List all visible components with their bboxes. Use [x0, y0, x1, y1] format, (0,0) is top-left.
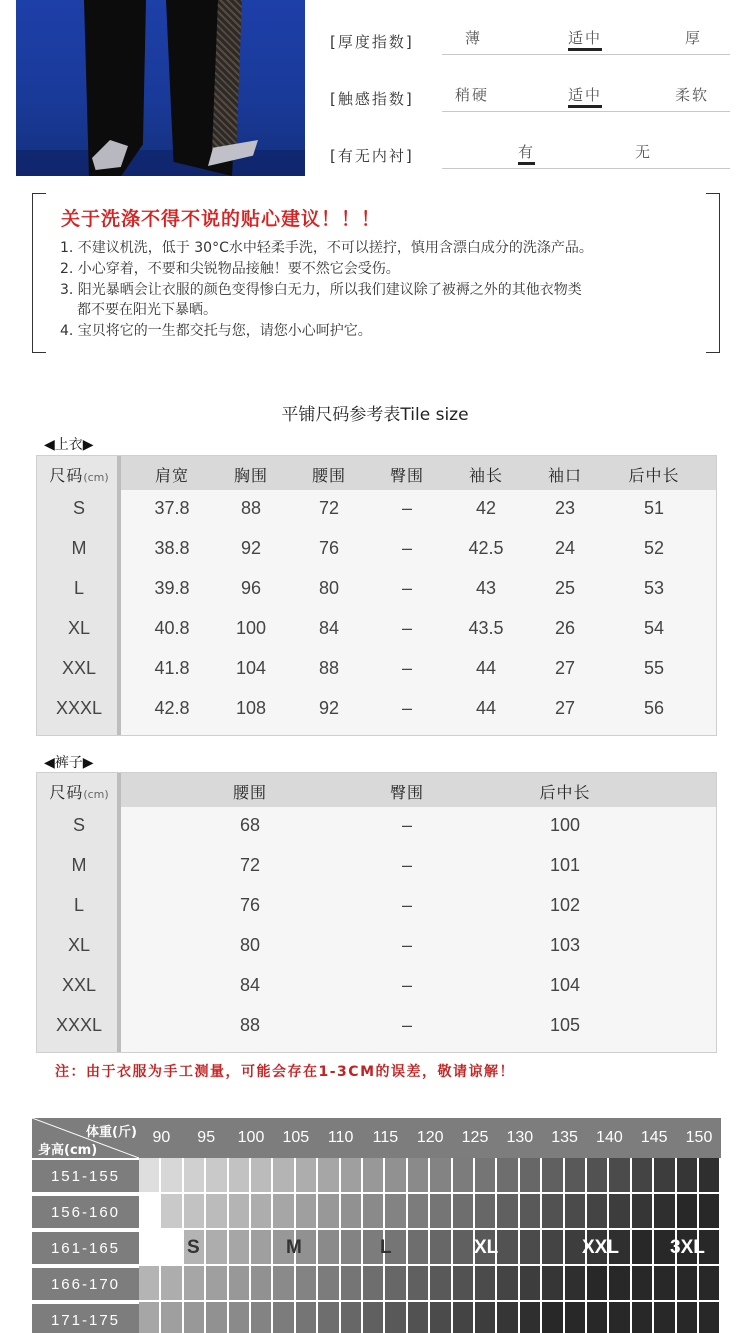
- care-item: 1. 不建议机洗，低于 30°C水中轻柔手洗，不可以搓拧，慎用含漂白成分的洗涤产品。: [60, 240, 593, 256]
- attribute-option: 无: [635, 143, 653, 161]
- grid-cell: [699, 1302, 721, 1333]
- table-cell: 72: [318, 498, 340, 518]
- height-axis-label: 身高(cm): [38, 1143, 98, 1158]
- table-cell: 80: [239, 935, 261, 955]
- grid-cell: [139, 1158, 161, 1194]
- column-header: 臀围: [389, 466, 424, 485]
- grid-cell: [318, 1230, 340, 1266]
- grid-cell: [184, 1302, 206, 1333]
- size-label: M: [71, 538, 87, 558]
- table-cell: –: [401, 498, 412, 518]
- weight-value: 145: [632, 1118, 677, 1158]
- table-cell: 100: [549, 815, 581, 835]
- weight-value: 135: [542, 1118, 587, 1158]
- table-cell: 76: [239, 895, 261, 915]
- table-cell: –: [401, 658, 412, 678]
- grid-cell: [341, 1158, 363, 1194]
- grid-cell: [139, 1230, 161, 1266]
- table-cell: 68: [239, 815, 261, 835]
- size-label: XXL: [61, 658, 97, 678]
- attribute-row: [330, 84, 730, 114]
- grid-cell: [184, 1194, 206, 1230]
- grid-cell: [184, 1266, 206, 1302]
- size-zone-label: L: [380, 1237, 392, 1258]
- grid-cell: [475, 1302, 497, 1333]
- grid-cell: [318, 1194, 340, 1230]
- grid-cell: [453, 1158, 475, 1194]
- size-header: [37, 463, 121, 486]
- grid-cell: [677, 1158, 699, 1194]
- grid-cell: [475, 1158, 497, 1194]
- grid-cell: [139, 1194, 161, 1230]
- column-header: 后中长: [539, 783, 591, 802]
- weight-value: 115: [363, 1118, 408, 1158]
- table-cell: –: [401, 1015, 412, 1035]
- attribute-option-selected: 适中: [568, 27, 602, 51]
- grid-cell: [296, 1194, 318, 1230]
- size-chart-title: 平铺尺码参考表Tile size: [281, 405, 469, 425]
- table-cell: 103: [549, 935, 581, 955]
- top-section-label: ◀上衣▶: [44, 437, 94, 453]
- grid-cell: [453, 1194, 475, 1230]
- grid-cell: [206, 1302, 228, 1333]
- table-cell: 53: [643, 578, 665, 598]
- table-cell: 88: [318, 658, 340, 678]
- grid-cell: [699, 1194, 721, 1230]
- product-photo: [16, 0, 305, 176]
- table-cell: –: [401, 538, 412, 558]
- column-header: 肩宽: [154, 466, 189, 485]
- grid-cell: [408, 1158, 430, 1194]
- care-item: 都不要在阳光下暴晒。: [77, 302, 217, 318]
- size-header-unit: (cm): [83, 471, 109, 484]
- attribute-option: 稍硬: [455, 86, 490, 104]
- attribute-label: [厚度指数]: [330, 33, 414, 51]
- grid-cell: [430, 1230, 452, 1266]
- table-cell: 84: [318, 618, 340, 638]
- size-label: S: [72, 498, 85, 518]
- table-cell: 72: [239, 855, 261, 875]
- column-header: 腰围: [232, 783, 267, 802]
- grid-cell: [587, 1194, 609, 1230]
- table-cell: –: [401, 895, 412, 915]
- grid-cell: [542, 1194, 564, 1230]
- table-cell: 41.8: [154, 658, 190, 678]
- grid-cell: [453, 1230, 475, 1266]
- grid-cell: [206, 1230, 228, 1266]
- attribute-row: [330, 27, 730, 57]
- column-header: 袖长: [468, 466, 503, 485]
- weight-value: 140: [587, 1118, 632, 1158]
- grid-cell: [430, 1158, 452, 1194]
- grid-cell: [318, 1302, 340, 1333]
- grid-cell: [363, 1158, 385, 1194]
- column-header: 臀围: [389, 783, 424, 802]
- weight-value: 100: [229, 1118, 274, 1158]
- table-cell: –: [401, 855, 412, 875]
- grid-cell: [229, 1230, 251, 1266]
- grid-cell: [520, 1194, 542, 1230]
- grid-cell: [654, 1158, 676, 1194]
- grid-cell: [677, 1302, 699, 1333]
- table-cell: –: [401, 618, 412, 638]
- weight-value: 110: [318, 1118, 363, 1158]
- grid-cell: [542, 1266, 564, 1302]
- grid-corner: [32, 1118, 139, 1158]
- attribute-label: [有无内衬]: [330, 147, 414, 165]
- grid-cell: [161, 1266, 183, 1302]
- table-cell: 23: [554, 498, 576, 518]
- size-header-label: 尺码: [49, 783, 84, 802]
- grid-cell: [430, 1266, 452, 1302]
- grid-cell: [565, 1194, 587, 1230]
- grid-cell: [542, 1158, 564, 1194]
- table-cell: 96: [240, 578, 262, 598]
- grid-cell: [497, 1302, 519, 1333]
- grid-cell: [408, 1302, 430, 1333]
- care-item: 3. 阳光暴晒会让衣服的颜色变得惨白无力，所以我们建议除了被褥之外的其他衣物类: [60, 282, 582, 298]
- pants-size-table: [36, 772, 717, 1053]
- table-cell: 44: [475, 698, 497, 718]
- size-header-unit: (cm): [83, 788, 109, 801]
- table-cell: 39.8: [154, 578, 190, 598]
- table-cell: 26: [554, 618, 576, 638]
- grid-cell: [654, 1302, 676, 1333]
- care-title: 关于洗涤不得不说的贴心建议！！！: [61, 208, 382, 230]
- grid-cell: [542, 1302, 564, 1333]
- grid-cell: [497, 1194, 519, 1230]
- grid-cell: [453, 1302, 475, 1333]
- grid-cell: [430, 1302, 452, 1333]
- top-size-table: [36, 455, 717, 736]
- table-cell: 42.8: [154, 698, 190, 718]
- height-range: 161-165: [32, 1230, 139, 1264]
- size-label: L: [73, 578, 84, 598]
- grid-cell: [161, 1302, 183, 1333]
- table-cell: 102: [549, 895, 581, 915]
- grid-cell: [251, 1158, 273, 1194]
- attribute-option-selected: 有: [518, 141, 535, 165]
- grid-cell: [385, 1302, 407, 1333]
- table-cell: –: [401, 935, 412, 955]
- table-cell: 38.8: [154, 538, 190, 558]
- size-label: M: [71, 855, 87, 875]
- grid-cell: [385, 1158, 407, 1194]
- grid-cell: [161, 1230, 183, 1266]
- grid-cell: [587, 1266, 609, 1302]
- grid-cell: [677, 1194, 699, 1230]
- height-range: 151-155: [32, 1158, 139, 1192]
- size-zone-label: XL: [474, 1237, 499, 1258]
- table-cell: –: [401, 975, 412, 995]
- table-cell: 56: [643, 698, 665, 718]
- grid-cell: [385, 1194, 407, 1230]
- size-zone-label: M: [286, 1237, 302, 1258]
- weight-value: 120: [408, 1118, 453, 1158]
- column-header: 胸围: [233, 466, 268, 485]
- size-zone-label: XXL: [582, 1237, 619, 1258]
- grid-cell: [408, 1266, 430, 1302]
- table-cell: 27: [554, 658, 576, 678]
- attribute-scale-line: [442, 111, 730, 112]
- weight-value: 90: [139, 1118, 184, 1158]
- table-cell: 100: [235, 618, 267, 638]
- care-item: 4. 宝贝将它的一生都交托与您，请您小心呵护它。: [60, 323, 372, 339]
- grid-cell: [251, 1194, 273, 1230]
- grid-cell: [341, 1266, 363, 1302]
- grid-cell: [497, 1266, 519, 1302]
- grid-cell: [609, 1194, 631, 1230]
- table-cell: 24: [554, 538, 576, 558]
- grid-cell: [273, 1194, 295, 1230]
- table-cell: 40.8: [154, 618, 190, 638]
- weight-value: 105: [273, 1118, 318, 1158]
- grid-cell: [341, 1194, 363, 1230]
- left-bracket: [32, 193, 46, 353]
- attribute-option-selected: 适中: [568, 84, 602, 108]
- grid-cell: [296, 1158, 318, 1194]
- weight-axis-label: 体重(斤): [86, 1125, 137, 1140]
- grid-cell: [497, 1158, 519, 1194]
- grid-cell: [229, 1194, 251, 1230]
- size-label: XXL: [61, 975, 97, 995]
- height-range: 166-170: [32, 1266, 139, 1300]
- column-header: 后中长: [628, 466, 680, 485]
- grid-cell: [161, 1194, 183, 1230]
- table-cell: 84: [239, 975, 261, 995]
- grid-cell: [520, 1302, 542, 1333]
- weight-value: 125: [453, 1118, 498, 1158]
- height-range: 156-160: [32, 1194, 139, 1228]
- grid-cell: [139, 1266, 161, 1302]
- table-cell: 42: [475, 498, 497, 518]
- size-label: S: [72, 815, 85, 835]
- height-range: 171-175: [32, 1302, 139, 1333]
- grid-cell: [296, 1266, 318, 1302]
- grid-cell: [363, 1266, 385, 1302]
- grid-cell: [677, 1266, 699, 1302]
- table-cell: 51: [643, 498, 665, 518]
- grid-cell: [296, 1302, 318, 1333]
- grid-cell: [699, 1158, 721, 1194]
- pants-section-label: ◀裤子▶: [44, 755, 94, 771]
- grid-cell: [565, 1266, 587, 1302]
- attribute-row: [330, 141, 730, 171]
- grid-cell: [363, 1302, 385, 1333]
- weight-value: 130: [497, 1118, 542, 1158]
- table-cell: 54: [643, 618, 665, 638]
- grid-cell: [273, 1266, 295, 1302]
- grid-cell: [206, 1194, 228, 1230]
- attribute-option: 薄: [465, 29, 483, 47]
- grid-cell: [341, 1230, 363, 1266]
- weight-value: 95: [184, 1118, 229, 1158]
- column-header: 袖口: [547, 466, 582, 485]
- grid-cell: [251, 1230, 273, 1266]
- table-cell: 92: [318, 698, 340, 718]
- table-cell: 43: [475, 578, 497, 598]
- size-label: L: [73, 895, 84, 915]
- grid-cell: [184, 1158, 206, 1194]
- grid-cell: [161, 1158, 183, 1194]
- grid-cell: [520, 1266, 542, 1302]
- grid-cell: [609, 1158, 631, 1194]
- table-cell: 55: [643, 658, 665, 678]
- grid-cell: [565, 1158, 587, 1194]
- grid-cell: [318, 1266, 340, 1302]
- grid-cell: [273, 1302, 295, 1333]
- grid-cell: [542, 1230, 564, 1266]
- grid-cell: [251, 1302, 273, 1333]
- measurement-note: 注：由于衣服为手工测量，可能会存在1-3CM的误差，敬请谅解！: [55, 1064, 515, 1080]
- grid-cell: [341, 1302, 363, 1333]
- grid-cell: [475, 1266, 497, 1302]
- table-cell: –: [401, 815, 412, 835]
- size-label: XXXL: [55, 698, 103, 718]
- table-cell: 101: [549, 855, 581, 875]
- table-cell: 76: [318, 538, 340, 558]
- table-cell: 108: [235, 698, 267, 718]
- table-cell: 80: [318, 578, 340, 598]
- grid-cell: [654, 1266, 676, 1302]
- size-header: [37, 780, 121, 803]
- table-cell: 37.8: [154, 498, 190, 518]
- size-label: XL: [67, 935, 91, 955]
- grid-cell: [699, 1266, 721, 1302]
- grid-cell: [408, 1194, 430, 1230]
- table-cell: 92: [240, 538, 262, 558]
- grid-cell: [587, 1158, 609, 1194]
- grid-cell: [497, 1230, 519, 1266]
- grid-cell: [609, 1302, 631, 1333]
- weight-value: 150: [677, 1118, 722, 1158]
- grid-cell: [520, 1230, 542, 1266]
- grid-cell: [565, 1302, 587, 1333]
- size-zone-label: S: [187, 1237, 200, 1258]
- grid-cell: [229, 1158, 251, 1194]
- table-cell: 43.5: [468, 618, 504, 638]
- table-cell: 42.5: [468, 538, 504, 558]
- attribute-scale-line: [442, 168, 730, 169]
- table-cell: 104: [549, 975, 581, 995]
- table-cell: 25: [554, 578, 576, 598]
- grid-cell: [475, 1194, 497, 1230]
- care-instructions: [32, 193, 720, 353]
- table-cell: –: [401, 698, 412, 718]
- grid-cell: [408, 1230, 430, 1266]
- grid-cell: [206, 1158, 228, 1194]
- attribute-option: 柔软: [675, 86, 710, 104]
- grid-cell: [587, 1302, 609, 1333]
- grid-cell: [632, 1302, 654, 1333]
- grid-cell: [318, 1158, 340, 1194]
- size-header-label: 尺码: [49, 466, 84, 485]
- grid-cell: [385, 1266, 407, 1302]
- size-recommendation-grid: [32, 1118, 722, 1333]
- grid-cell: [632, 1158, 654, 1194]
- grid-cell: [520, 1158, 542, 1194]
- grid-cell: [251, 1266, 273, 1302]
- grid-cell: [229, 1266, 251, 1302]
- table-cell: –: [401, 578, 412, 598]
- grid-cell: [632, 1230, 654, 1266]
- grid-cell: [430, 1194, 452, 1230]
- table-cell: 88: [239, 1015, 261, 1035]
- size-label: XXXL: [55, 1015, 103, 1035]
- grid-cell: [609, 1266, 631, 1302]
- column-header: 腰围: [311, 466, 346, 485]
- grid-cell: [206, 1266, 228, 1302]
- grid-cell: [453, 1266, 475, 1302]
- grid-cell: [632, 1194, 654, 1230]
- attribute-scale-line: [442, 54, 730, 55]
- grid-cell: [229, 1302, 251, 1333]
- grid-cell: [273, 1158, 295, 1194]
- table-cell: 104: [235, 658, 267, 678]
- grid-cell: [632, 1266, 654, 1302]
- size-zone-label: 3XL: [670, 1237, 705, 1258]
- grid-cell: [139, 1302, 161, 1333]
- grid-cell: [363, 1194, 385, 1230]
- size-label: XL: [67, 618, 91, 638]
- table-cell: 105: [549, 1015, 581, 1035]
- table-cell: 52: [643, 538, 665, 558]
- grid-cell: [654, 1194, 676, 1230]
- care-item: 2. 小心穿着，不要和尖锐物品接触！要不然它会受伤。: [60, 261, 400, 277]
- attribute-option: 厚: [685, 29, 703, 47]
- table-cell: 88: [240, 498, 262, 518]
- table-cell: 27: [554, 698, 576, 718]
- table-cell: 44: [475, 658, 497, 678]
- attribute-label: [触感指数]: [330, 90, 414, 108]
